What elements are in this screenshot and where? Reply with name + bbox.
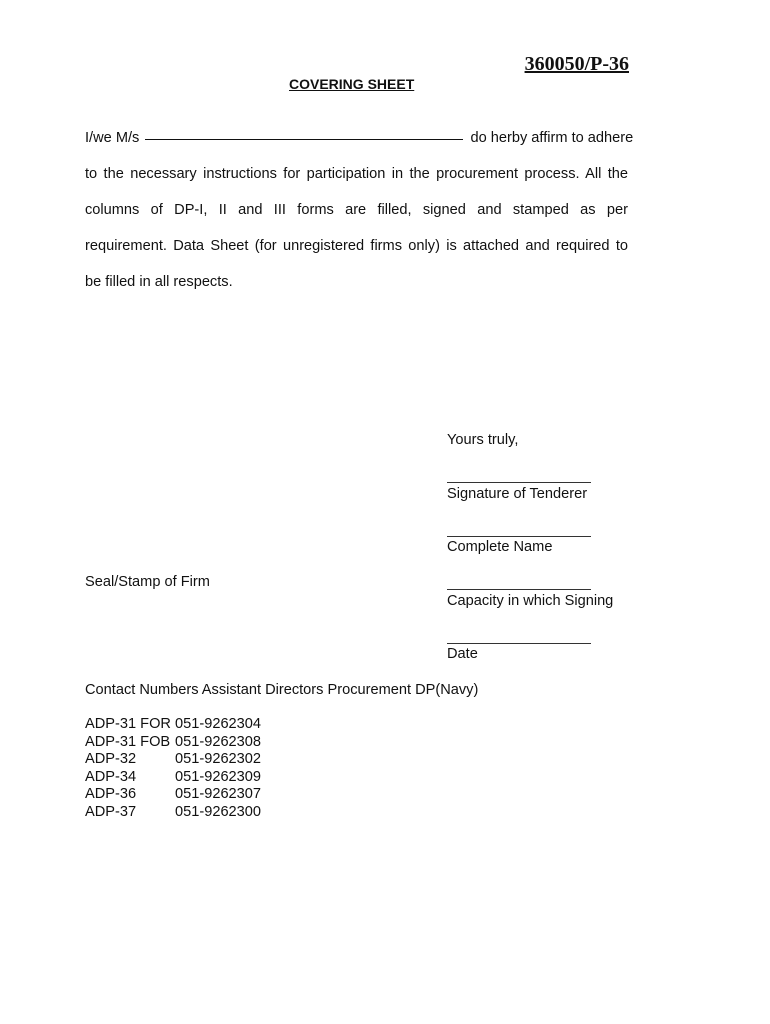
contact-phone: 051-9262300 (175, 803, 262, 820)
firm-prefix: I/we M/s (85, 130, 140, 146)
capacity-label: Capacity in which Signing (447, 593, 614, 609)
affirmation-paragraph (85, 120, 634, 300)
signature-blank[interactable] (447, 482, 591, 483)
capacity-blank[interactable] (447, 589, 591, 590)
contact-row (85, 786, 261, 804)
contact-name: ADP-32 (85, 751, 137, 767)
contact-phone: 051-9262308 (175, 733, 262, 750)
paragraph-line-3: columns of DP-I, II and III forms are filled, signed and stamped as per (85, 202, 628, 218)
paragraph-line-1 (85, 120, 634, 156)
firm-name-blank[interactable] (145, 138, 463, 140)
contact-row (85, 734, 261, 752)
salutation: Yours truly, (447, 432, 519, 448)
contact-name: ADP-31 FOR (85, 716, 171, 732)
reference-number: 360050/P-36 (524, 53, 629, 75)
name-label: Complete Name (447, 539, 553, 555)
contact-name: ADP-36 (85, 786, 137, 802)
paragraph-line-5: be filled in all respects. (85, 274, 233, 290)
paragraph-line-4: requirement. Data Sheet (for unregistered firms only) is attached and required to (85, 238, 628, 254)
date-label: Date (447, 646, 478, 662)
paragraph-line-2: to the necessary instructions for participation in the procurement process. All the (85, 166, 628, 182)
page-title: COVERING SHEET (289, 76, 415, 92)
contacts-list (85, 716, 261, 821)
signature-label: Signature of Tenderer (447, 486, 588, 502)
contact-row (85, 751, 261, 769)
contact-phone: 051-9262309 (175, 768, 262, 785)
contact-row (85, 716, 261, 734)
date-blank[interactable] (447, 643, 591, 644)
contact-name: ADP-31 FOB (85, 733, 171, 750)
name-blank[interactable] (447, 536, 591, 537)
contact-row (85, 769, 261, 787)
contact-phone: 051-9262304 (175, 716, 262, 732)
contact-name: ADP-37 (85, 803, 137, 820)
seal-label: Seal/Stamp of Firm (85, 574, 210, 590)
firm-suffix: do herby affirm to adhere (470, 130, 634, 146)
contact-phone: 051-9262307 (175, 786, 262, 802)
contact-name: ADP-34 (85, 768, 137, 785)
contact-phone: 051-9262302 (175, 751, 262, 767)
contact-row (85, 804, 261, 822)
contacts-heading: Contact Numbers Assistant Directors Procurement DP(Navy) (85, 682, 479, 698)
